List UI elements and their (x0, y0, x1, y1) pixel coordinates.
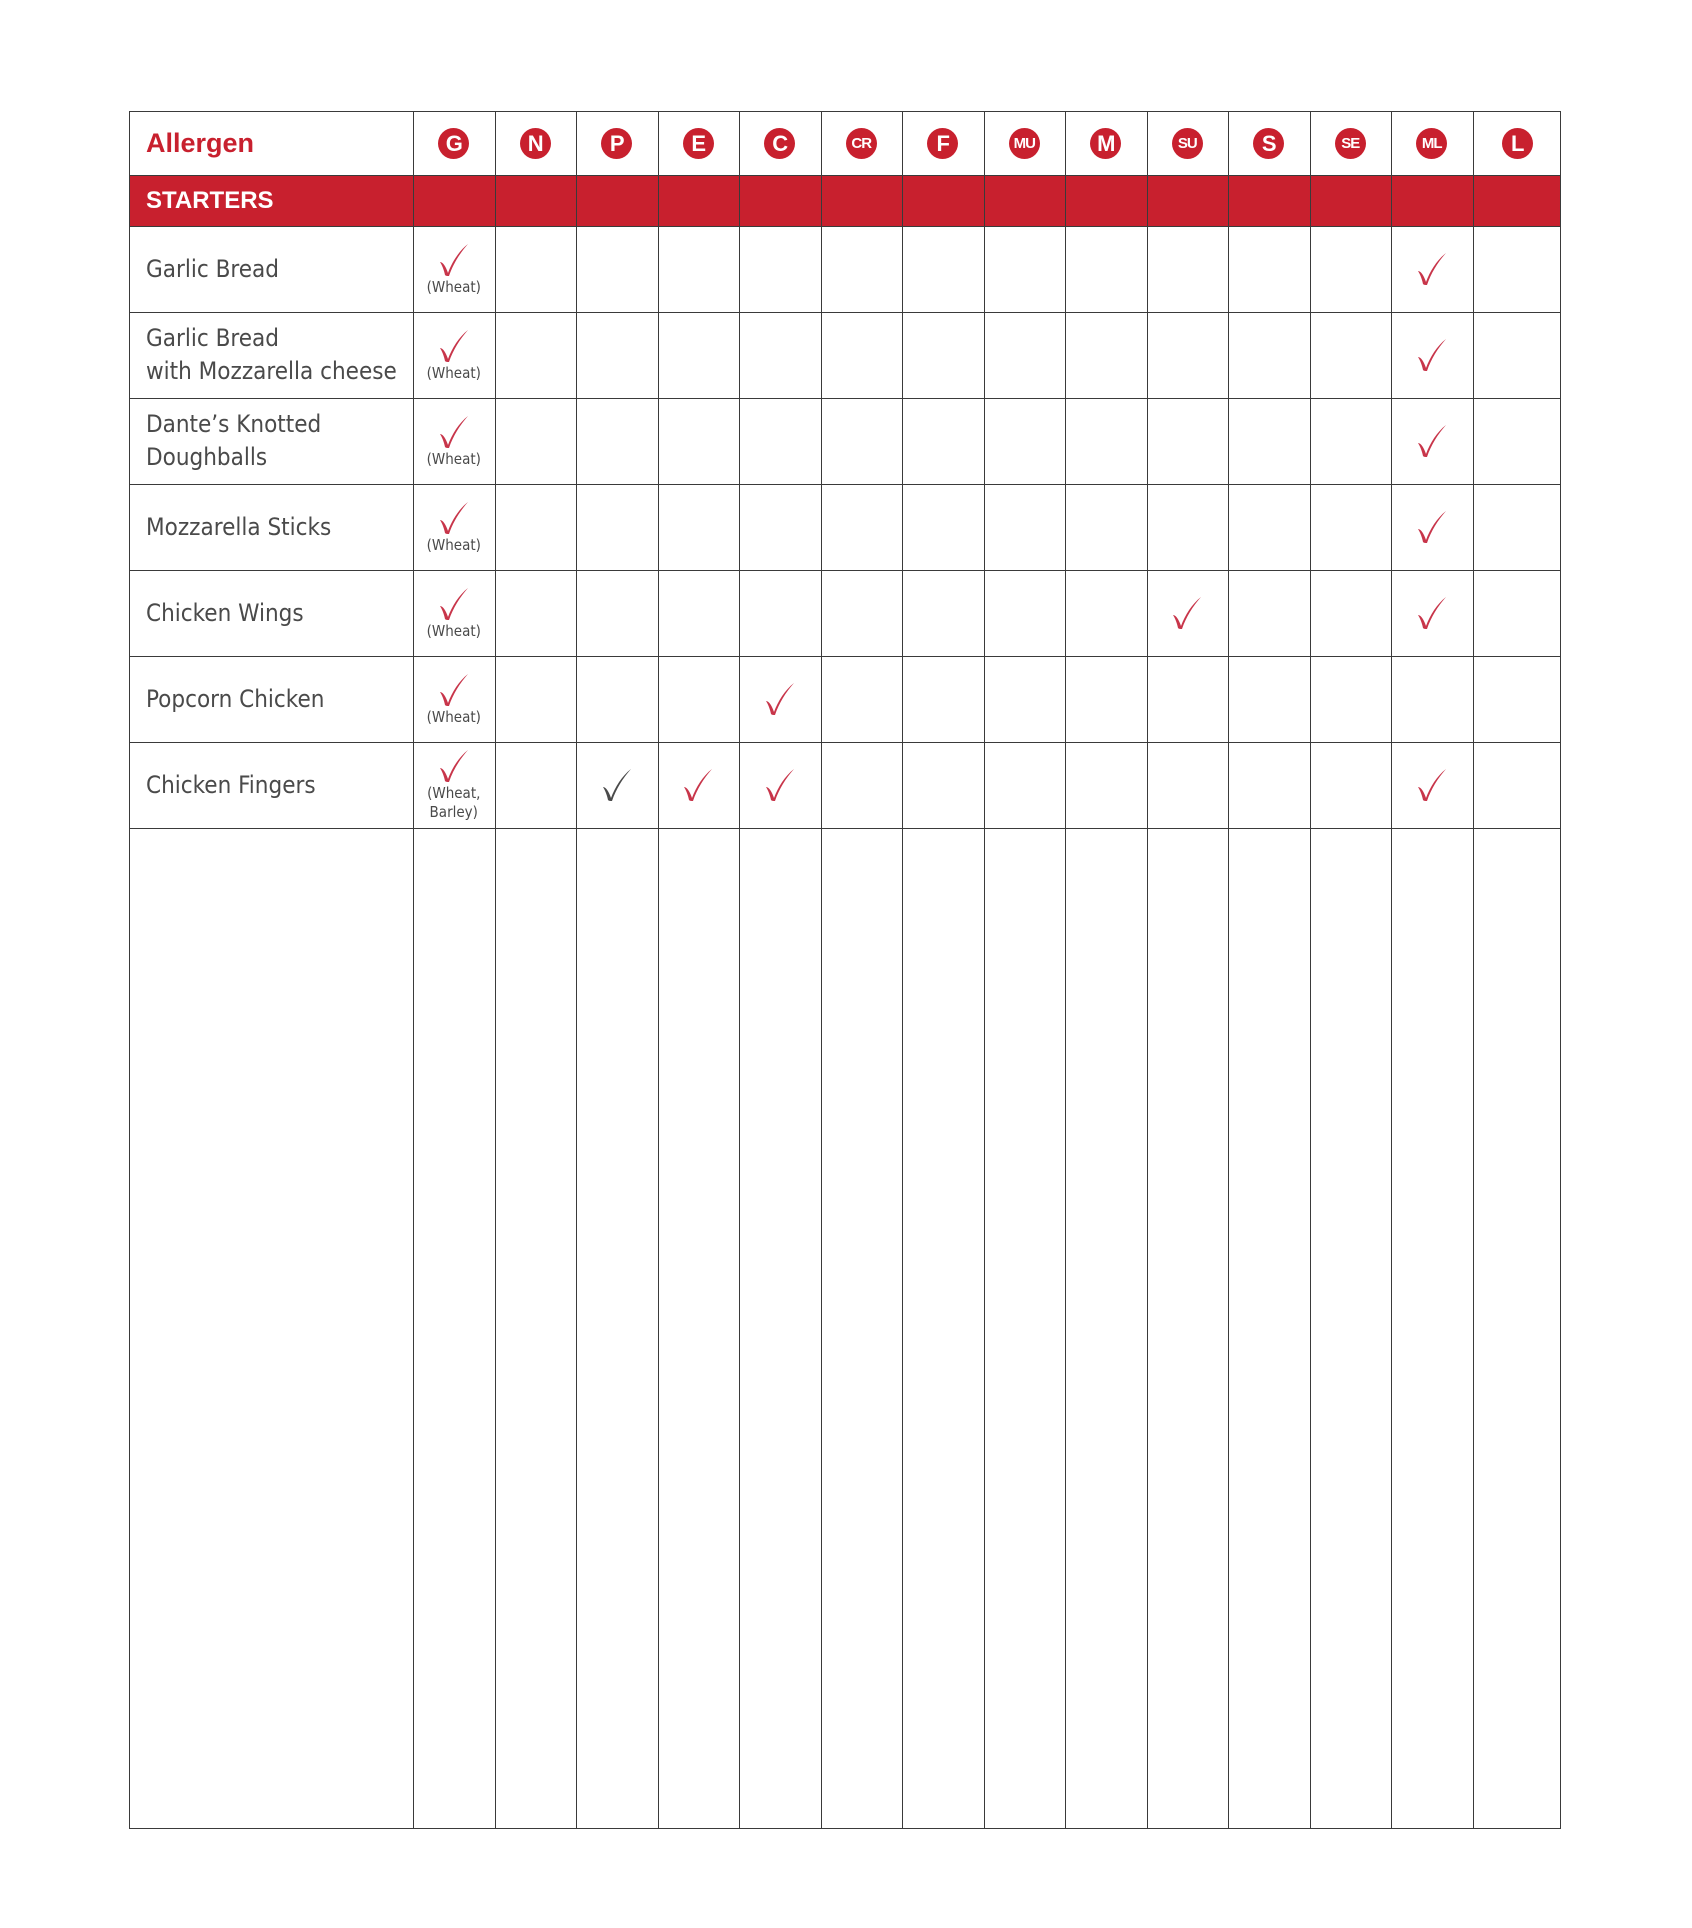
allergen-e-icon: E (683, 128, 714, 159)
cell-e (658, 742, 740, 828)
check-icon (1415, 251, 1449, 287)
cell-g (413, 656, 495, 742)
cell-ml (1391, 484, 1473, 570)
contains-mark (427, 748, 480, 822)
column-divider (1473, 112, 1474, 1828)
contains-mark (600, 767, 634, 803)
check-icon (1415, 509, 1449, 545)
allergen-header-n (495, 112, 577, 175)
allergen-n-icon: N (520, 128, 551, 159)
contains-mark (763, 681, 797, 717)
contains-mark (1415, 595, 1449, 631)
contains-mark (1415, 423, 1449, 459)
allergen-header-s (1228, 112, 1310, 175)
allergen-f-icon: F (927, 128, 958, 159)
column-divider (1147, 112, 1148, 1828)
allergen-note: (Wheat) (426, 621, 481, 640)
allergen-header-c (739, 112, 821, 175)
contains-mark (763, 767, 797, 803)
check-icon (437, 242, 471, 278)
check-icon (437, 748, 471, 784)
allergen-header-p (576, 112, 658, 175)
check-icon (437, 500, 471, 536)
contains-mark (427, 672, 481, 727)
cell-c (739, 742, 821, 828)
column-divider (821, 112, 822, 1828)
column-divider (495, 112, 496, 1828)
allergen-mu-icon: MU (1009, 128, 1040, 159)
allergen-note: (Wheat) (426, 707, 481, 726)
check-icon (1415, 423, 1449, 459)
item-name: Popcorn Chicken (146, 684, 325, 713)
check-icon (600, 767, 634, 803)
allergen-header-su (1147, 112, 1229, 175)
allergen-note: (Wheat) (426, 363, 481, 382)
cell-ml (1391, 570, 1473, 656)
check-icon (763, 681, 797, 717)
cell-g (413, 398, 495, 484)
allergen-m-icon: M (1090, 128, 1121, 159)
allergen-header-ml (1391, 112, 1473, 175)
item-name: Dante’s Knotted Doughballs (146, 410, 322, 471)
allergen-note: (Wheat) (426, 449, 481, 468)
allergen-header-f (902, 112, 984, 175)
contains-mark (1415, 509, 1449, 545)
allergen-header-se (1310, 112, 1392, 175)
cell-g (413, 484, 495, 570)
contains-mark (427, 328, 481, 383)
item-name: Garlic Bread (146, 254, 279, 283)
item-name: Mozzarella Sticks (146, 512, 332, 541)
allergen-se-icon: SE (1335, 128, 1366, 159)
allergen-header-cr (821, 112, 903, 175)
cell-g (413, 742, 495, 828)
allergen-g-icon: G (438, 128, 469, 159)
column-divider (1310, 112, 1311, 1828)
contains-mark (427, 586, 481, 641)
allergen-l-icon: L (1502, 128, 1533, 159)
item-name: Garlic Bread with Mozzarella cheese (146, 324, 397, 385)
allergen-su-icon: SU (1172, 128, 1203, 159)
cell-p (576, 742, 658, 828)
allergen-p-icon: P (601, 128, 632, 159)
allergen-c-icon: C (764, 128, 795, 159)
contains-mark (427, 242, 481, 297)
item-name: Chicken Wings (146, 598, 304, 627)
column-divider (739, 112, 740, 1828)
cell-ml (1391, 742, 1473, 828)
table-grid (130, 112, 1560, 1828)
row-divider (130, 828, 1560, 829)
allergen-s-icon: S (1253, 128, 1284, 159)
check-icon (1415, 767, 1449, 803)
contains-mark (681, 767, 715, 803)
cell-g (413, 312, 495, 398)
allergen-note: (Wheat, Barley) (427, 784, 481, 821)
check-icon (437, 672, 471, 708)
contains-mark (1170, 595, 1204, 631)
column-divider (658, 112, 659, 1828)
allergen-note: (Wheat) (426, 535, 481, 554)
allergen-header-l (1473, 112, 1563, 175)
allergen-cr-icon: CR (846, 128, 877, 159)
contains-mark (1415, 337, 1449, 373)
allergen-note: (Wheat) (426, 277, 481, 296)
cell-g (413, 570, 495, 656)
check-icon (1415, 337, 1449, 373)
check-icon (763, 767, 797, 803)
allergen-table (129, 111, 1561, 1829)
column-divider (984, 112, 985, 1828)
allergen-header-mu (984, 112, 1066, 175)
check-icon (1170, 595, 1204, 631)
contains-mark (1415, 251, 1449, 287)
cell-su (1147, 570, 1229, 656)
check-icon (1415, 595, 1449, 631)
column-divider (1228, 112, 1229, 1828)
cell-ml (1391, 226, 1473, 312)
allergen-header-label: Allergen (146, 128, 255, 158)
check-icon (437, 328, 471, 364)
check-icon (681, 767, 715, 803)
column-divider (902, 112, 903, 1828)
cell-c (739, 656, 821, 742)
check-icon (437, 586, 471, 622)
contains-mark (427, 414, 481, 469)
contains-mark (1415, 767, 1449, 803)
cell-ml (1391, 312, 1473, 398)
allergen-header-g (413, 112, 495, 175)
item-name: Chicken Fingers (146, 770, 316, 799)
cell-ml (1391, 398, 1473, 484)
cell-g (413, 226, 495, 312)
column-divider (576, 112, 577, 1828)
allergen-header-e (658, 112, 740, 175)
check-icon (437, 414, 471, 450)
allergen-header-m (1065, 112, 1147, 175)
column-divider (1065, 112, 1066, 1828)
section-title: STARTERS (146, 187, 274, 214)
allergen-ml-icon: ML (1416, 128, 1447, 159)
contains-mark (427, 500, 481, 555)
